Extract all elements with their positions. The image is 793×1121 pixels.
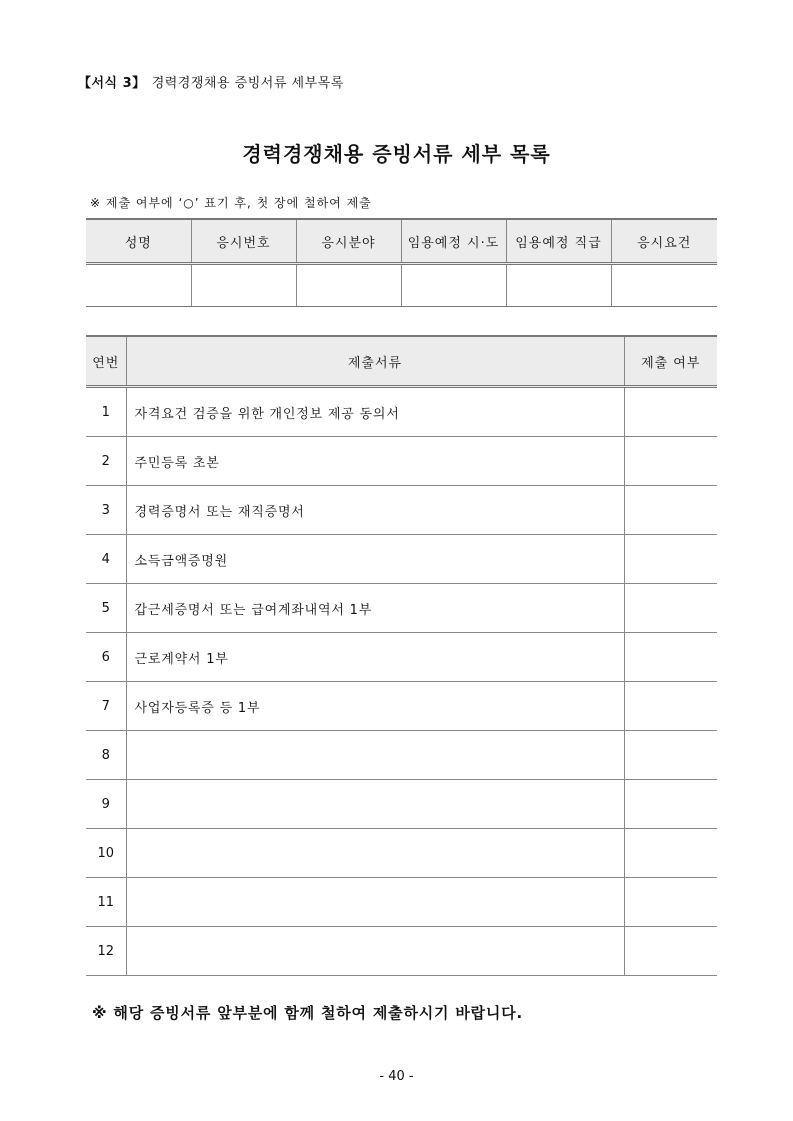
page-number: - 40 - [379, 1069, 414, 1084]
table-row [86, 387, 717, 437]
submitted-field[interactable] [624, 437, 717, 486]
applicant-header-row [86, 219, 717, 264]
submitted-field[interactable] [624, 878, 717, 927]
submitted-field[interactable] [624, 584, 717, 633]
table-row [86, 731, 717, 780]
instruction-text: ※ 제출 여부에 ‘○’ 표기 후, 첫 장에 철하여 제출 [90, 196, 372, 210]
region-field[interactable] [401, 264, 506, 307]
header-serial-number: 연번 [86, 336, 126, 387]
document-name [126, 780, 624, 829]
row-number: 10 [86, 829, 126, 878]
document-title: 경력경쟁채용 증빙서류 세부 목록 [242, 142, 551, 166]
document-name: 갑근세증명서 또는 급여계좌내역서 1부 [126, 584, 624, 633]
rank-field[interactable] [506, 264, 611, 307]
exam-field-field[interactable] [296, 264, 401, 307]
table-row [86, 535, 717, 584]
documents-table [86, 335, 717, 976]
submitted-field[interactable] [624, 535, 717, 584]
row-number: 8 [86, 731, 126, 780]
row-number: 11 [86, 878, 126, 927]
form-label [78, 72, 344, 91]
header-requirement: 응시요건 [611, 219, 717, 264]
table-row [86, 486, 717, 535]
table-row [86, 437, 717, 486]
header-exam-number: 응시번호 [191, 219, 296, 264]
table-row [86, 829, 717, 878]
header-region: 임용예정 시·도 [401, 219, 506, 264]
document-name: 소득금액증명원 [126, 535, 624, 584]
notice-text: ※ 해당 증빙서류 앞부분에 함께 철하여 제출하시기 바랍니다. [92, 1004, 523, 1022]
applicant-input-row [86, 264, 717, 307]
table-row [86, 878, 717, 927]
document-name: 경력증명서 또는 재직증명서 [126, 486, 624, 535]
row-number: 2 [86, 437, 126, 486]
table-row [86, 682, 717, 731]
submitted-field[interactable] [624, 633, 717, 682]
submitted-field[interactable] [624, 780, 717, 829]
name-field[interactable] [86, 264, 191, 307]
submitted-field[interactable] [624, 486, 717, 535]
document-name [126, 731, 624, 780]
header-documents: 제출서류 [126, 336, 624, 387]
form-title: 경력경쟁채용 증빙서류 세부목록 [151, 76, 344, 91]
header-exam-field: 응시분야 [296, 219, 401, 264]
submitted-field[interactable] [624, 927, 717, 976]
document-name: 사업자등록증 등 1부 [126, 682, 624, 731]
header-submitted: 제출 여부 [624, 336, 717, 387]
document-name [126, 829, 624, 878]
document-name [126, 927, 624, 976]
table-row [86, 584, 717, 633]
submitted-field[interactable] [624, 731, 717, 780]
header-name: 성명 [86, 219, 191, 264]
applicant-info-table [86, 218, 717, 307]
row-number: 5 [86, 584, 126, 633]
document-name [126, 878, 624, 927]
exam-number-field[interactable] [191, 264, 296, 307]
row-number: 1 [86, 387, 126, 437]
row-number: 3 [86, 486, 126, 535]
table-row [86, 927, 717, 976]
requirement-field[interactable] [611, 264, 717, 307]
document-name: 주민등록 초본 [126, 437, 624, 486]
table-row [86, 633, 717, 682]
document-name: 근로계약서 1부 [126, 633, 624, 682]
header-rank: 임용예정 직급 [506, 219, 611, 264]
submitted-field[interactable] [624, 682, 717, 731]
table-row [86, 780, 717, 829]
submitted-field[interactable] [624, 829, 717, 878]
row-number: 6 [86, 633, 126, 682]
row-number: 9 [86, 780, 126, 829]
row-number: 7 [86, 682, 126, 731]
documents-header-row [86, 336, 717, 387]
row-number: 12 [86, 927, 126, 976]
submitted-field[interactable] [624, 387, 717, 437]
document-name: 자격요건 검증을 위한 개인정보 제공 동의서 [126, 387, 624, 437]
form-number: 【서식 3】 [78, 76, 146, 91]
row-number: 4 [86, 535, 126, 584]
